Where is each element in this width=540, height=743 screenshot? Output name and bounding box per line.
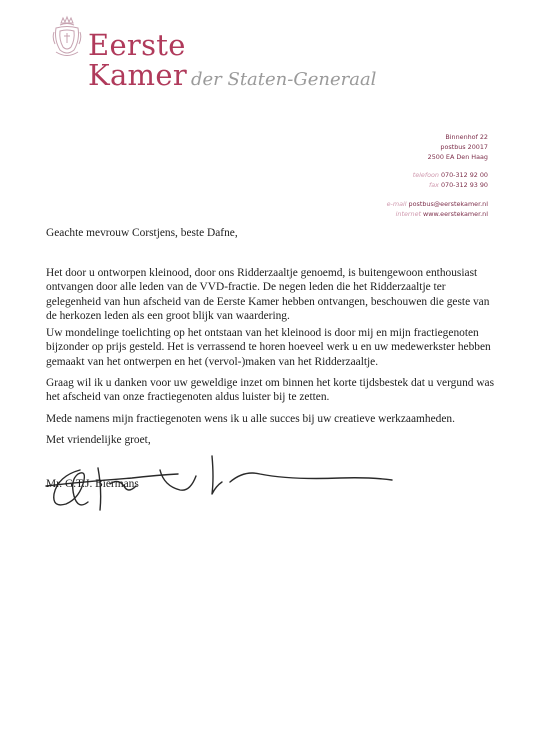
online-block: [387, 199, 488, 219]
org-name-kamer: Kamer: [88, 58, 187, 92]
web-label: internet: [395, 210, 422, 218]
paragraph-1: Het door u ontworpen kleinood, door ons Ridderzaaltje genoemd, is buitengewoon enthousiast ontvangen door alle leden van de VVD-fractie. De negen leden die het Ridderzaaltje ter gelegenheid van hun afscheid van de Eerste Kamer hebben ontvangen, beschouwen die geste van de herkozen leden als een groot blijk van waardering.: [46, 267, 490, 323]
phone-number: 070-312 92 00: [440, 171, 488, 179]
org-subtitle: der Staten-Generaal: [190, 69, 377, 90]
email-label: e-mail: [386, 200, 407, 208]
fax-line: [413, 180, 488, 190]
web-line: [387, 209, 488, 219]
org-name-line1: Eerste: [88, 28, 186, 62]
web-address: www.eerstekamer.nl: [423, 210, 488, 218]
address-block: [428, 132, 488, 162]
fax-number: 070-312 93 90: [440, 181, 488, 189]
contact-block: [413, 170, 488, 190]
paragraph-3: Graag wil ik u danken voor uw geweldige inzet om binnen het korte tijdsbestek dat u vergund was het afscheid van onze fractiegenoten aldus luister bij te zetten.: [46, 377, 495, 404]
coat-of-arms-icon: [52, 14, 82, 60]
address-postbus: postbus 20017: [440, 143, 488, 151]
signatory-name: Mr. G.T.J. Biermans: [46, 478, 139, 490]
salutation: Geachte mevrouw Corstjens, beste Dafne,: [46, 227, 238, 239]
address-street: Binnenhof 22: [445, 133, 488, 141]
closing: Met vriendelijke groet,: [46, 434, 151, 446]
fax-label: fax: [429, 181, 439, 189]
phone-label: telefoon: [412, 171, 439, 179]
org-name-line2: [88, 60, 376, 90]
email-address: postbus@eerstekamer.nl: [408, 200, 488, 208]
address-city: 2500 EA Den Haag: [427, 153, 488, 161]
phone-line: [413, 170, 488, 180]
email-line: [387, 199, 488, 209]
paragraph-4: Mede namens mijn fractiegenoten wens ik u alle succes bij uw creatieve werkzaamheden.: [46, 413, 455, 425]
paragraph-2: Uw mondelinge toelichting op het ontstaan van het kleinood is door mij en mijn fractiegenoten bijzonder op prijs gesteld. Het is verrassend te horen hoeveel werk u en uw medewerkster hebben gemaakt van het ontwerpen en het (vervol-)maken van het Ridderzaaltje.: [46, 327, 491, 368]
